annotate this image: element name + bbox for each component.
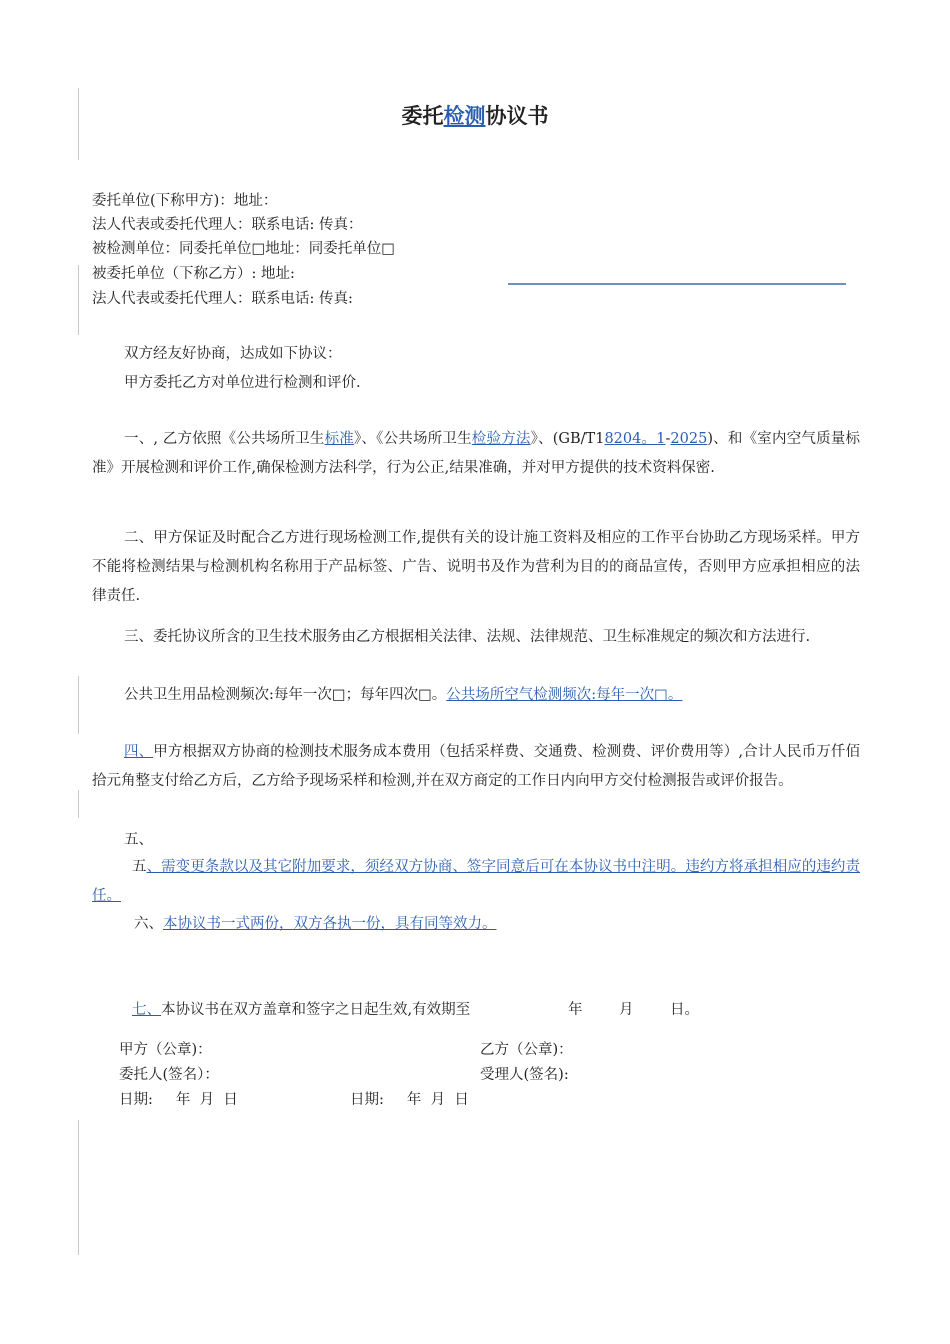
header-line-representative: 法人代表或委托代理人：联系电话: 传真： — [92, 217, 363, 233]
clause-text: 》、(GB/T1 — [530, 431, 605, 447]
underline-rule — [508, 283, 846, 285]
date-b: 日期: 年 月 日 — [350, 1092, 469, 1108]
validity-month: 月 — [619, 1002, 634, 1018]
title-part: 委托 — [401, 104, 444, 128]
header-line-inspected-unit: 被检测单位：同委托单位□地址：同委托单位□ — [92, 241, 395, 257]
clause-5-link[interactable]: 、需变更条款以及其它附加要求，须经双方协商、签字同意后可在本协议书中注明。违约方将承担相应的违约责任。 — [92, 859, 860, 904]
margin-line — [78, 1120, 79, 1255]
margin-line — [78, 676, 79, 734]
clause-6 — [134, 913, 497, 935]
frequency-text: 公共卫生用品检测频次:每年一次□；每年四次□。 — [124, 687, 447, 703]
intro-line: 双方经友好协商，达成如下协议： — [124, 346, 342, 362]
clause-link[interactable]: 2025 — [670, 431, 708, 447]
clause-7-number[interactable]: 七、 — [132, 1002, 161, 1018]
clause-4-number[interactable]: 四、 — [124, 744, 154, 760]
party-b-seal: 乙方（公章)： — [480, 1042, 573, 1058]
clause-text: 》、《公共场所卫生 — [353, 431, 472, 447]
clause-link[interactable]: 8204。1 — [604, 431, 666, 447]
clause-link[interactable]: 检验方法 — [471, 431, 531, 447]
clause-4 — [92, 738, 860, 796]
clause-text: 本协议书在双方盖章和签字之日起生效,有效期至 — [161, 1002, 471, 1018]
date-a: 日期: 年 月 日 — [119, 1092, 238, 1108]
document-title — [0, 100, 950, 130]
clause-text: 五 — [132, 859, 147, 875]
header-line-client: 委托单位(下称甲方)：地址： — [92, 193, 278, 209]
margin-line — [78, 790, 79, 818]
party-a-seal: 甲方（公章)： — [119, 1042, 212, 1058]
clause-5-label: 五、 — [124, 832, 153, 848]
clause-link[interactable]: 标准 — [324, 431, 354, 447]
frequency-link[interactable]: 公共场所空气检测频次:每年一次□。 — [446, 687, 683, 703]
clause-text: 甲方根据双方协商的检测技术服务成本费用（包括采样费、交通费、检测费、评价费用等）,合计人民币万仟佰拾元角整支付给乙方后，乙方给予现场采样和检测,并在双方商定的工作日内向甲方交付检测报告或评价报告。 — [92, 744, 861, 789]
validity-day: 日。 — [670, 1002, 699, 1018]
clause-6-link[interactable]: 本协议书一式两份，双方各执一份，具有同等效力。 — [163, 916, 497, 932]
header-line-contractor-rep: 法人代表或委托代理人：联系电话: 传真: — [92, 291, 353, 307]
title-link[interactable]: 检测 — [443, 104, 486, 128]
validity-year: 年 — [568, 1002, 583, 1018]
clause-5 — [92, 853, 860, 911]
header-line-contractor: 被委托单位（下称乙方）: 地址: — [92, 266, 295, 282]
clause-text: - — [665, 431, 671, 447]
clause-3: 三、委托协议所含的卫生技术服务由乙方根据相关法律、法规、法律规范、卫生标准规定的频次和方法进行. — [124, 629, 811, 645]
intro-line: 甲方委托乙方对单位进行检测和评价. — [124, 375, 361, 391]
clause-text: 一、, 乙方依照《公共场所卫生 — [124, 431, 325, 447]
clause-2: 二、甲方保证及时配合乙方进行现场检测工作,提供有关的设计施工资料及相应的工作平台协助乙方现场采样。甲方不能将检测结果与检测机构名称用于产品标签、广告、说明书及作为营利为目的的商品宣传，否则甲方应承担相应的法律责任. — [92, 530, 860, 604]
title-part: 协议书 — [485, 104, 549, 128]
accept-signature: 受理人(签名): — [480, 1067, 569, 1083]
frequency-line — [124, 684, 682, 706]
clause-7 — [132, 999, 470, 1021]
entrust-signature: 委托人(签名）： — [119, 1067, 219, 1083]
clause-1 — [92, 425, 860, 483]
margin-line — [78, 265, 79, 335]
clause-text: )、和《室内空气质量标准》开展检测和评价工作,确保检测方法科学，行为公正,结果准确，并对甲方提供的技术资料保密. — [92, 431, 860, 476]
clause-text: 六、 — [134, 916, 163, 932]
